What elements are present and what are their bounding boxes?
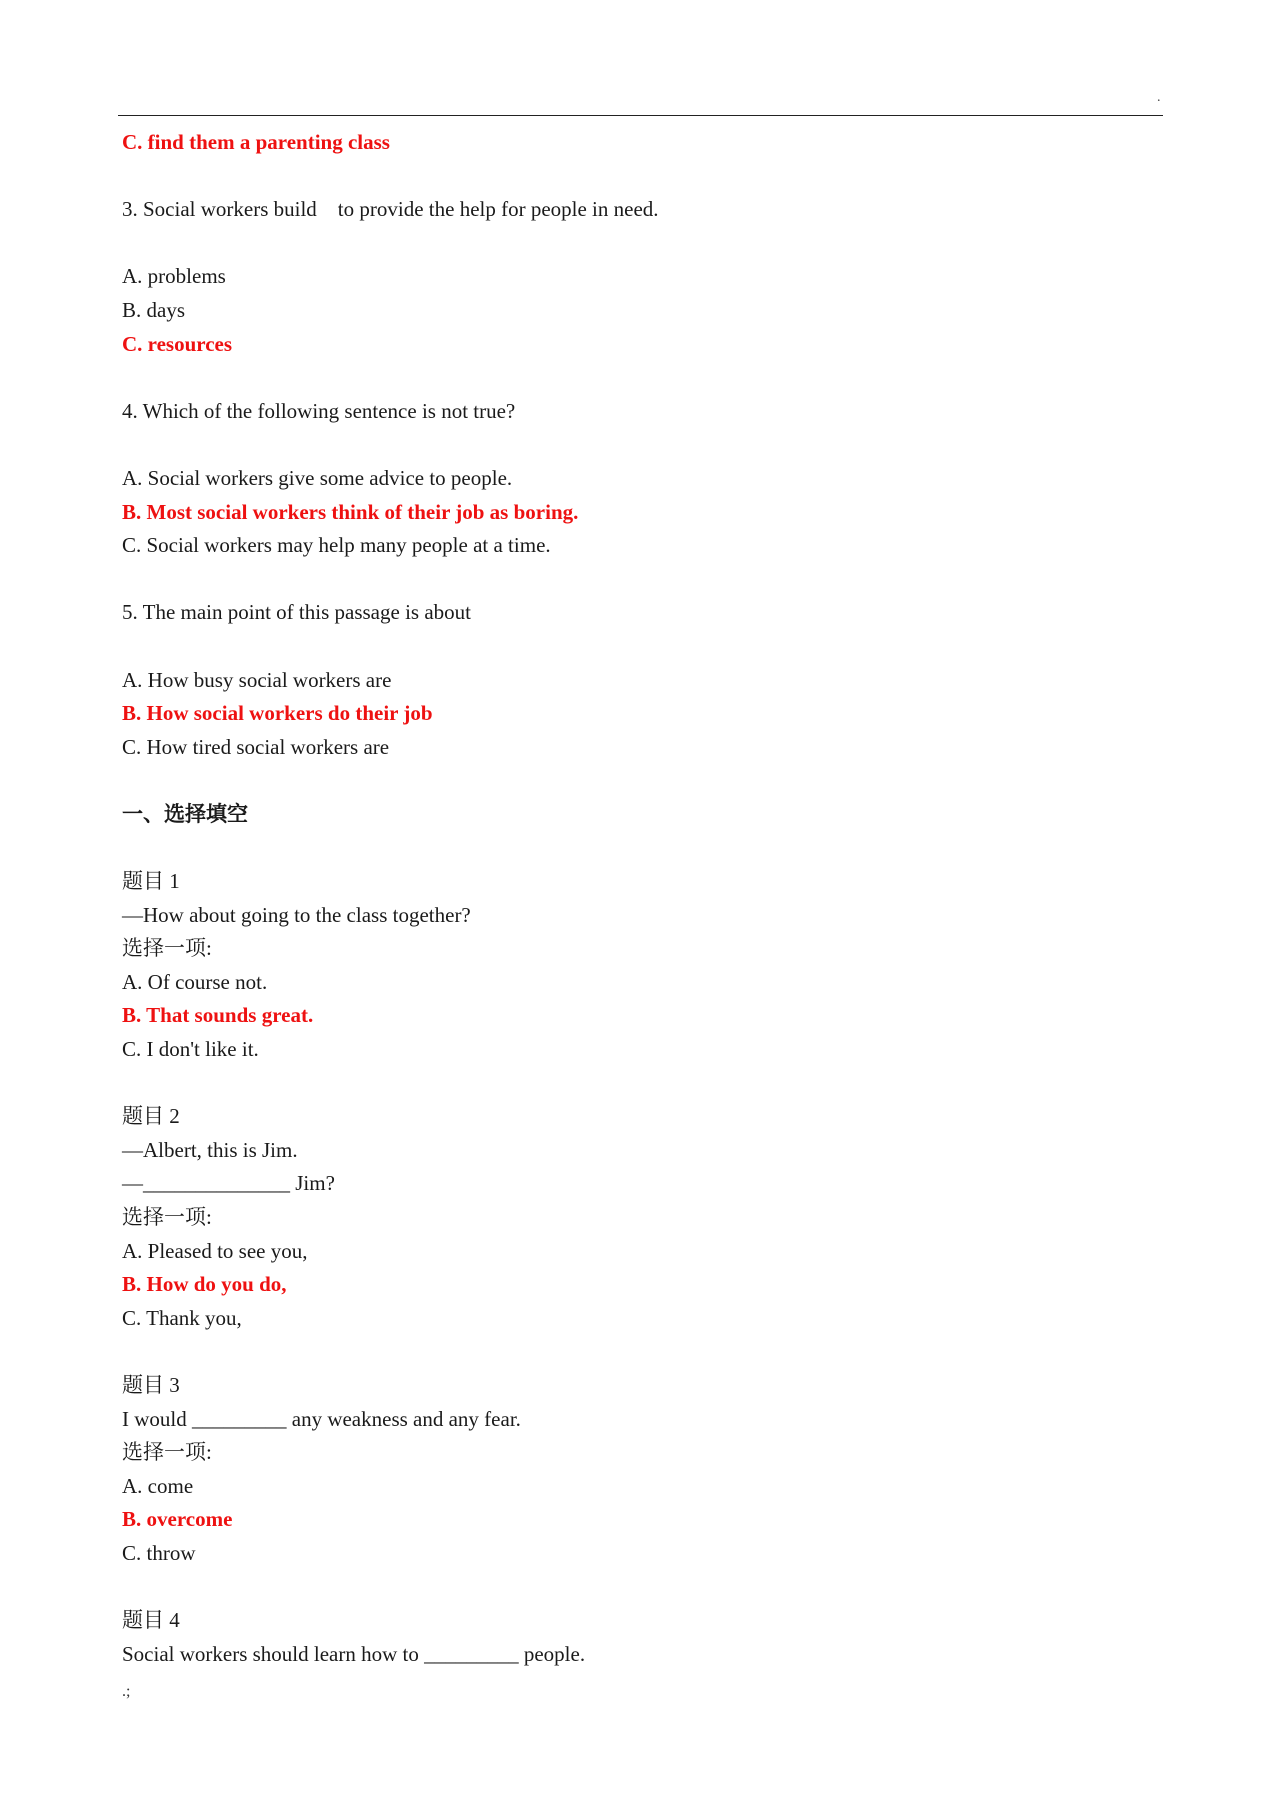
text-line: 题目 4	[122, 1608, 180, 1633]
text-line: A. Social workers give some advice to people.	[122, 465, 513, 490]
text-line: B. days	[122, 297, 185, 322]
header-rule	[118, 115, 1163, 116]
text-line: —How about going to the class together?	[122, 902, 471, 927]
blank-line	[122, 428, 1162, 462]
correct-answer-line: B. That sounds great.	[122, 1003, 314, 1028]
text-line: Social workers should learn how to _________ people.	[122, 1641, 586, 1666]
text-line: A. Of course not.	[122, 969, 268, 994]
text-line: A. come	[122, 1473, 194, 1498]
text-line: —______________ Jim?	[122, 1171, 335, 1196]
text-line: C. Social workers may help many people at a time.	[122, 533, 551, 558]
text-line: 4. Which of the following sentence is not true?	[122, 398, 516, 423]
text-line: 题目 2	[122, 1104, 180, 1129]
blank-line	[122, 361, 1162, 395]
correct-answer-line: B. Most social workers think of their job as boring.	[122, 499, 579, 524]
blank-line	[122, 1335, 1162, 1369]
text-line: A. How busy social workers are	[122, 667, 392, 692]
text-line: 5. The main point of this passage is about	[122, 600, 471, 625]
text-line: 题目 3	[122, 1372, 180, 1397]
correct-answer-line: C. find them a parenting class	[122, 130, 390, 154]
text-line: I would _________ any weakness and any fear.	[122, 1406, 521, 1431]
page-marker: .	[1157, 90, 1161, 105]
text-line: 选择一项:	[122, 1205, 212, 1229]
text-line: 3. Social workers build to provide the help for people in need.	[122, 197, 659, 222]
text-line: C. How tired social workers are	[122, 734, 390, 759]
text-line: C. I don't like it.	[122, 1037, 259, 1062]
section-heading: 一、选择填空	[122, 801, 248, 826]
text-line: 题目 1	[122, 869, 180, 894]
blank-line	[122, 563, 1162, 597]
text-line: A. Pleased to see you,	[122, 1238, 308, 1263]
text-line: —Albert, this is Jim.	[122, 1137, 298, 1162]
text-line: 选择一项:	[122, 1440, 212, 1465]
footer-mark: .;	[122, 1683, 131, 1700]
blank-line	[122, 1571, 1162, 1605]
blank-line	[122, 160, 1162, 194]
blank-line	[122, 764, 1162, 798]
blank-line	[122, 630, 1162, 664]
correct-answer-line: B. How social workers do their job	[122, 701, 433, 726]
text-line: C. throw	[122, 1540, 196, 1565]
correct-answer-line: B. overcome	[122, 1507, 233, 1532]
blank-line	[122, 1067, 1162, 1101]
text-line: 选择一项:	[122, 936, 212, 961]
correct-answer-line: C. resources	[122, 331, 233, 356]
document-body	[122, 126, 1162, 1671]
text-line: C. Thank you,	[122, 1305, 242, 1330]
correct-answer-line: B. How do you do,	[122, 1272, 287, 1297]
text-line: A. problems	[122, 264, 226, 289]
blank-line	[122, 227, 1162, 261]
blank-line	[122, 831, 1162, 865]
